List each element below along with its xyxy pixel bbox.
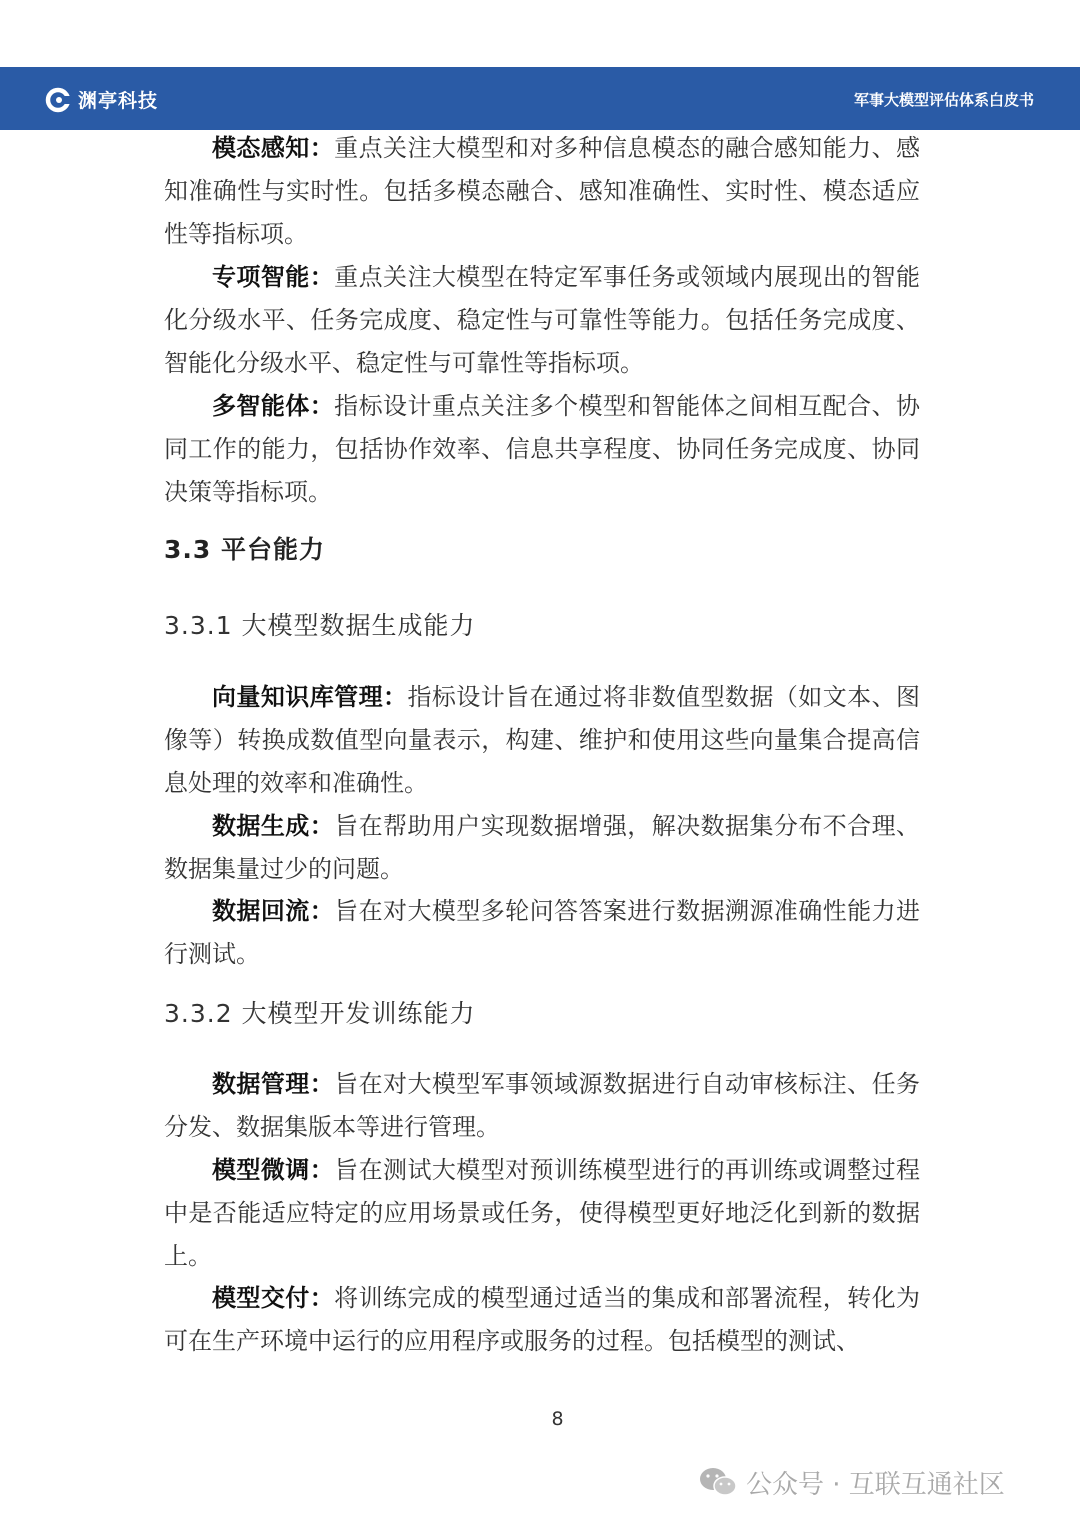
paragraph-model-delivery: [164, 1276, 920, 1363]
paragraph-text: 旨在对大模型军事领域源数据进行自动审核标注、任务分发、数据集版本等进行管理。: [164, 1070, 921, 1141]
paragraph-data-backflow: [164, 889, 920, 976]
company-logo-icon: [45, 87, 71, 113]
wechat-watermark: [698, 1462, 1005, 1502]
paragraph-term: 数据回流：: [212, 896, 335, 925]
paragraph-term: 专项智能：: [212, 262, 335, 291]
paragraph-text: 重点关注大模型在特定军事任务或领域内展现出的智能化分级水平、任务完成度、稳定性与可靠性等能力。包括任务完成度、智能化分级水平、稳定性与可靠性等指标项。: [164, 263, 921, 377]
paragraph-term: 模型微调：: [212, 1155, 335, 1184]
paragraph-data-management: [164, 1062, 920, 1149]
paragraph-text: 指标设计旨在通过将非数值型数据（如文本、图像等）转换成数值型向量表示，构建、维护和使用这些向量集合提高信息处理的效率和准确性。: [164, 683, 921, 797]
paragraph-model-finetune: [164, 1148, 920, 1278]
section-heading-3-3-1: 3.3.1 大模型数据生成能力: [164, 611, 476, 640]
watermark-text: 公众号 · 互联互通社区: [746, 1469, 1005, 1500]
paragraph-text: 将训练完成的模型通过适当的集成和部署流程，转化为可在生产环境中运行的应用程序或服务的过程。包括模型的测试、: [164, 1284, 921, 1355]
paragraph-multi-agent: [164, 384, 920, 514]
paragraph-text: 旨在测试大模型对预训练模型进行的再训练或调整过程中是否能适应特定的应用场景或任务，使得模型更好地泛化到新的数据上。: [164, 1156, 921, 1270]
paragraph-modal-perception: [164, 126, 920, 256]
paragraph-term: 数据生成：: [212, 811, 335, 840]
paragraph-term: 模态感知：: [212, 133, 335, 162]
paragraph-vector-kb: [164, 675, 920, 805]
paragraph-term: 多智能体：: [212, 391, 335, 420]
wechat-icon: [698, 1465, 738, 1499]
paragraph-term: 数据管理：: [212, 1069, 335, 1098]
paragraph-data-generation: [164, 804, 920, 891]
section-heading-3-3-2: 3.3.2 大模型开发训练能力: [164, 999, 476, 1028]
paragraph-text: 旨在帮助用户实现数据增强，解决数据集分布不合理、数据集量过少的问题。: [164, 812, 921, 883]
brand-name: 渊亭科技: [78, 90, 159, 112]
paragraph-text: 旨在对大模型多轮问答答案进行数据溯源准确性能力进行测试。: [164, 897, 921, 968]
paragraph-text: 重点关注大模型和对多种信息模态的融合感知能力、感知准确性与实时性。包括多模态融合、感知准确性、实时性、模态适应性等指标项。: [164, 134, 921, 248]
paragraph-text: 指标设计重点关注多个模型和智能体之间相互配合、协同工作的能力，包括协作效率、信息共享程度、协同任务完成度、协同决策等指标项。: [164, 392, 921, 506]
page-number: 8: [551, 1408, 564, 1430]
paragraph-term: 模型交付：: [212, 1283, 335, 1312]
document-title: 军事大模型评估体系白皮书: [853, 91, 1034, 109]
paragraph-special-intelligence: [164, 255, 920, 385]
paragraph-term: 向量知识库管理：: [212, 682, 408, 711]
section-heading-3-3: 3.3 平台能力: [164, 535, 325, 564]
